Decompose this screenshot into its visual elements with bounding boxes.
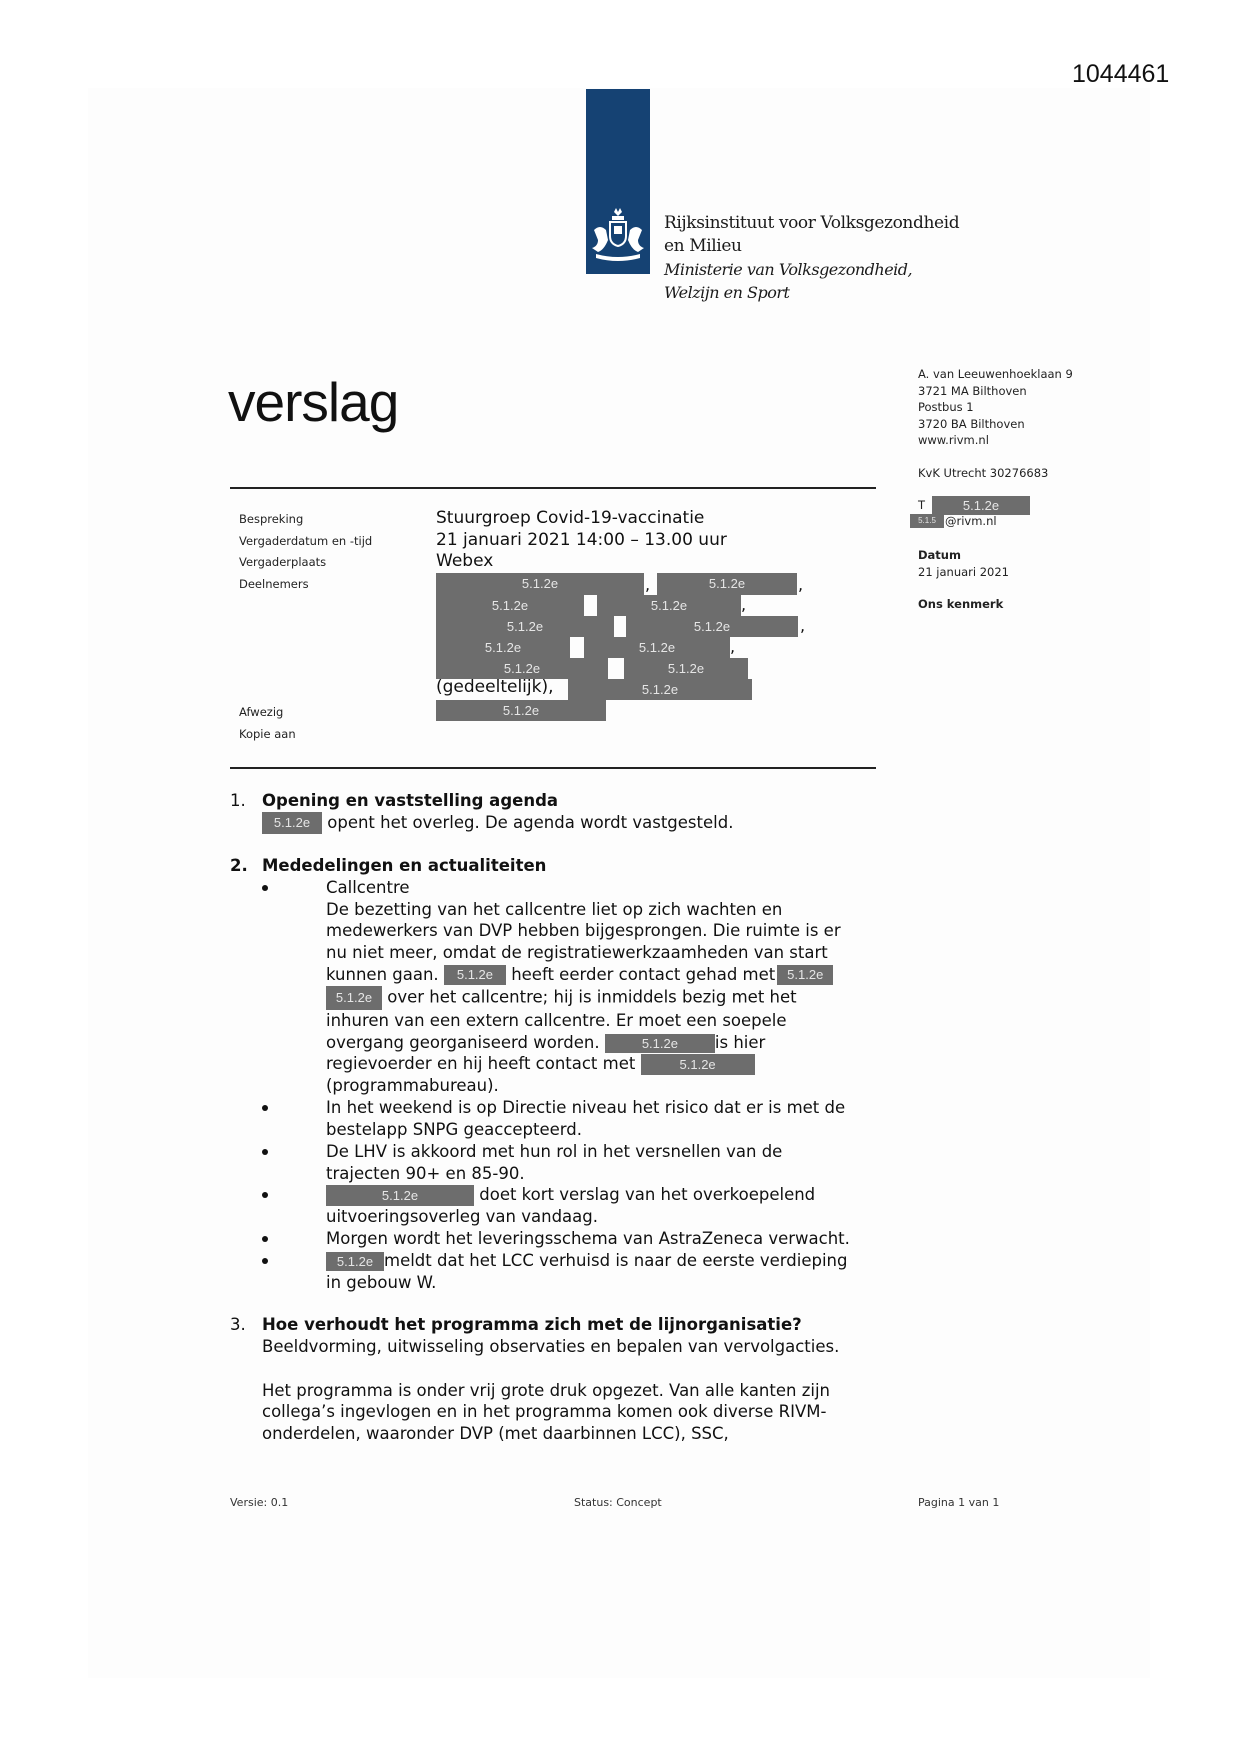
text-line: Morgen wordt het leveringsschema van AstraZeneca verwacht. xyxy=(326,1229,850,1249)
bullet-item xyxy=(262,1141,930,1185)
text-fragment: over het callcentre; hij is inmiddels bezig met het xyxy=(387,987,797,1007)
redaction-box: 5.1.2e xyxy=(568,679,752,700)
label-deelnemers: Deelnemers xyxy=(239,576,309,591)
bullet-icon xyxy=(262,1149,268,1155)
participants-partial-note: (gedeeltelijk), xyxy=(436,677,554,697)
text-line: bestelapp SNPG geaccepteerd. xyxy=(326,1119,583,1139)
redaction-box: 5.1.2e xyxy=(326,986,382,1010)
bullet-icon xyxy=(262,1192,268,1198)
item-number: 1. xyxy=(230,791,246,810)
redaction-box: 5.1.2e xyxy=(584,637,730,658)
item-number: 3. xyxy=(230,1315,246,1334)
website-link[interactable]: www.rivm.nl xyxy=(918,433,989,447)
label-afwezig: Afwezig xyxy=(239,705,284,719)
date-label: Datum xyxy=(918,548,961,562)
document-number: 1044461 xyxy=(1072,60,1170,88)
redaction-box: 5.1.2e xyxy=(597,595,741,616)
label-bespreking: Bespreking xyxy=(239,512,304,526)
redaction-box: 5.1.2e xyxy=(436,616,614,637)
org-name-line: Rijksinstituut voor Volksgezondheid xyxy=(664,213,960,233)
address-line: 3721 MA Bilthoven xyxy=(918,383,1027,398)
redaction-box: 5.1.2e xyxy=(777,965,833,985)
bullet-item xyxy=(262,1228,930,1250)
redaction-box: 5.1.2e xyxy=(436,637,570,658)
text-line: trajecten 90+ en 85-90. xyxy=(326,1163,525,1183)
text-fragment: heeft eerder contact gehad met xyxy=(511,964,776,984)
text-fragment: doet kort verslag van het overkoepelend xyxy=(479,1185,816,1205)
redacted-phone: 5.1.2e xyxy=(932,496,1030,515)
redaction-box: 5.1.2e xyxy=(262,812,322,834)
redaction-box: 5.1.2e xyxy=(436,658,608,679)
item-text: opent het overleg. De agenda wordt vastgesteld. xyxy=(327,812,734,832)
organization-name xyxy=(664,212,959,304)
item-heading: Hoe verhoudt het programma zich met de lijnorganisatie? xyxy=(262,1315,802,1334)
redaction-box: 5.1.2e xyxy=(436,700,606,721)
redaction-box: 5.1.2e xyxy=(657,573,797,595)
bullet-icon xyxy=(262,1258,268,1264)
kvk-number: KvK Utrecht 30276683 xyxy=(918,465,1049,480)
footer-page: Pagina 1 van 1 xyxy=(918,1496,1000,1509)
bullet-item xyxy=(262,1097,930,1141)
redaction-box: 5.1.2e xyxy=(326,1185,474,1206)
address-line: A. van Leeuwenhoeklaan 9 xyxy=(918,367,1073,381)
email-suffix: @rivm.nl xyxy=(945,514,997,528)
text-line: In het weekend is op Directie niveau het risico dat er is met de xyxy=(326,1098,846,1118)
agenda-item-2 xyxy=(230,855,930,1294)
text-fragment: meldt dat het LCC verhuisd is naar de eerste verdieping xyxy=(384,1250,848,1270)
footer-status: Status: Concept xyxy=(574,1496,662,1509)
text-line: uitvoeringsoverleg van vandaag. xyxy=(326,1207,598,1227)
redaction-box: 5.1.2e xyxy=(326,1252,384,1271)
bullet-icon xyxy=(262,1105,268,1111)
item-heading: Opening en vaststelling agenda xyxy=(262,791,559,810)
agenda-item-1 xyxy=(230,790,910,834)
sender-sidebar xyxy=(918,366,1138,613)
text-fragment: overgang georganiseerd worden. xyxy=(326,1032,600,1052)
meeting-name: Stuurgroep Covid-19-vaccinatie xyxy=(436,508,705,528)
redaction-box: 5.1.2e xyxy=(436,595,584,616)
bullet-icon xyxy=(262,885,268,891)
bullet-item xyxy=(262,1250,930,1294)
address-line: 3720 BA Bilthoven xyxy=(918,416,1025,431)
meeting-datetime: 21 januari 2021 14:00 – 13.00 uur xyxy=(436,529,727,550)
text-fragment: is hier xyxy=(714,1032,766,1052)
participants-redacted xyxy=(436,573,806,725)
ministry-name-line: Ministerie van Volksgezondheid, xyxy=(664,260,913,279)
agenda-item-3 xyxy=(230,1314,950,1445)
divider xyxy=(230,487,876,489)
bullet-icon xyxy=(262,1236,268,1242)
redaction-box: 5.1.2e xyxy=(626,616,798,637)
bullet-callcentre xyxy=(262,877,930,1097)
text-line xyxy=(326,986,930,1010)
date-value: 21 januari 2021 xyxy=(918,564,1010,579)
comma: , xyxy=(645,575,651,594)
text-line: collega’s ingevlogen en in het programma komen ook diverse RIVM- xyxy=(262,1402,827,1422)
address-line: Postbus 1 xyxy=(918,400,974,414)
meeting-location: Webex xyxy=(436,551,494,571)
redaction-box: 5.1.2e xyxy=(641,1054,755,1075)
item-subheading: Beeldvorming, uitwisseling observaties en bepalen van vervolgacties. xyxy=(262,1336,840,1356)
org-name-line: en Milieu xyxy=(664,236,742,256)
item-number: 2. xyxy=(230,856,248,875)
redaction-box: 5.1.2e xyxy=(436,573,644,595)
redaction-box: 5.1.2e xyxy=(605,1034,715,1053)
divider xyxy=(230,767,876,769)
text-line: inhuren van een extern callcentre. Er moet een soepele xyxy=(326,1010,787,1030)
text-fragment: regievoerder en hij heeft contact met xyxy=(326,1054,636,1074)
comma: , xyxy=(798,575,804,594)
document-title: verslag xyxy=(228,371,399,433)
text-line: in gebouw W. xyxy=(326,1272,437,1292)
text-line: nu niet meer, omdat de registratiewerkzaamheden van start xyxy=(326,943,828,963)
item-heading: Mededelingen en actualiteiten xyxy=(262,856,547,875)
reference-label: Ons kenmerk xyxy=(918,597,1004,611)
label-datum-tijd: Vergaderdatum en -tijd xyxy=(239,533,373,548)
text-line xyxy=(326,964,930,986)
text-line: Het programma is onder vrij grote druk opgezet. Van alle kanten zijn xyxy=(262,1380,831,1400)
comma: , xyxy=(730,637,736,656)
ministry-name-line: Welzijn en Sport xyxy=(664,283,790,302)
redaction-box: 5.1.2e xyxy=(444,965,506,985)
redaction-box: 5.1.2e xyxy=(624,658,748,679)
bullet-title: Callcentre xyxy=(326,877,410,897)
text-line: De bezetting van het callcentre liet op zich wachten en xyxy=(326,899,783,919)
footer-version: Versie: 0.1 xyxy=(230,1496,289,1509)
coat-of-arms-icon xyxy=(588,208,648,270)
comma: , xyxy=(800,616,806,635)
bullet-item xyxy=(262,1184,930,1228)
label-kopie: Kopie aan xyxy=(239,726,296,741)
phone-label: T xyxy=(918,498,926,512)
comma: , xyxy=(741,595,747,614)
text-line xyxy=(326,1184,930,1206)
text-fragment: kunnen gaan. xyxy=(326,964,439,984)
text-line: De LHV is akkoord met hun rol in het versnellen van de xyxy=(326,1141,783,1161)
contact-block xyxy=(918,497,1138,531)
text-line: medewerkers van DVP hebben bijgesprongen. Die ruimte is er xyxy=(326,921,841,941)
text-line: onderdelen, waaronder DVP (met daarbinnen LCC), SSC, xyxy=(262,1424,729,1444)
text-line: (programmabureau). xyxy=(326,1076,499,1096)
meeting-meta-values xyxy=(436,508,727,573)
label-plaats: Vergaderplaats xyxy=(239,555,327,569)
meeting-meta-labels xyxy=(239,509,372,745)
text-line xyxy=(326,1250,930,1272)
text-line xyxy=(326,1053,930,1075)
text-line xyxy=(326,1032,930,1054)
redacted-email: 5.1.5 xyxy=(910,514,944,528)
